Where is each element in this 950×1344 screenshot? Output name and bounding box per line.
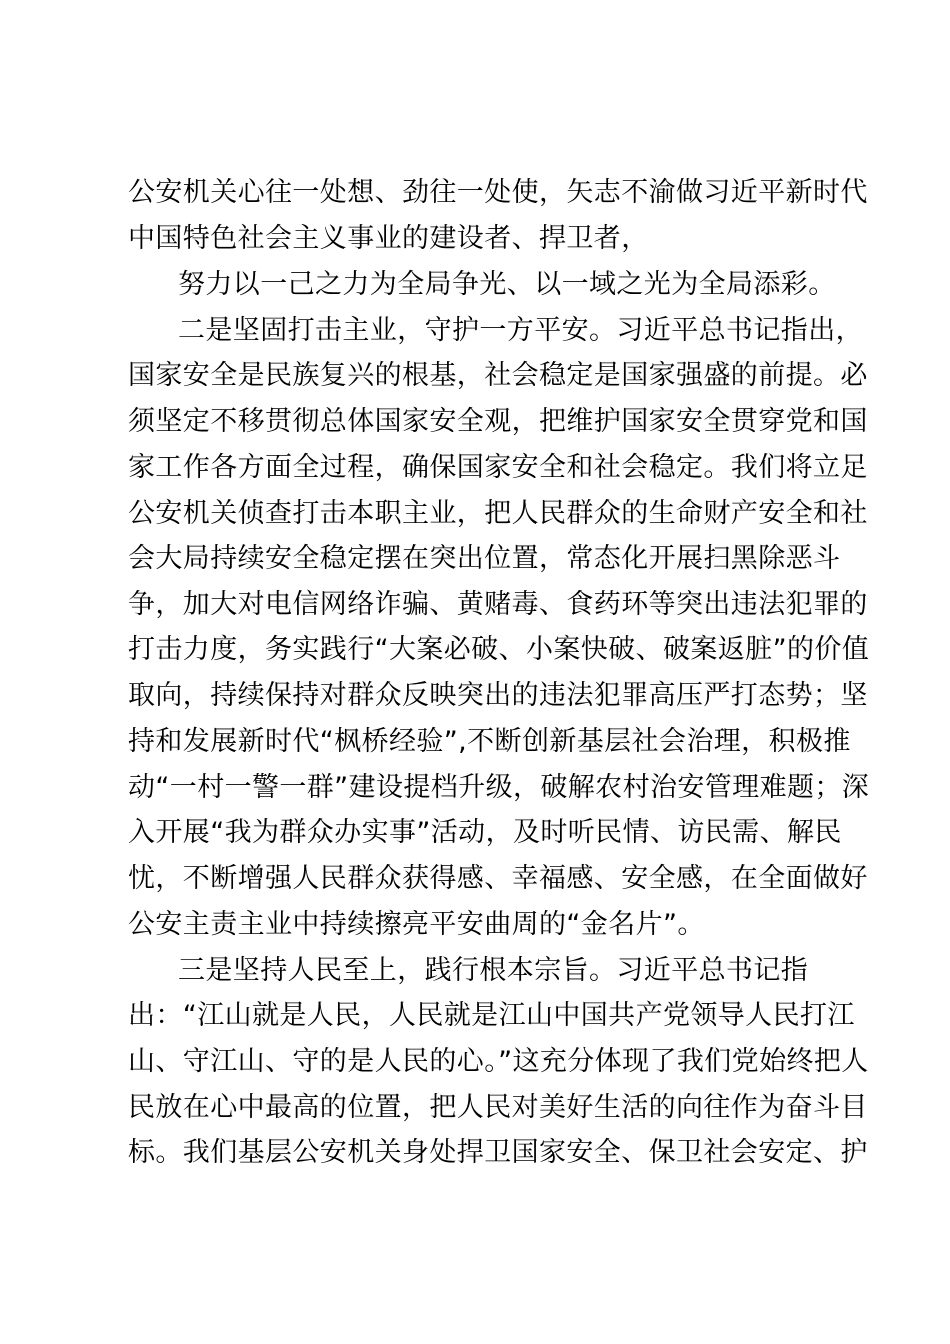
text-line: 动“一村一警一群”建设提档升级，破解农村治安管理难题；深 [128,772,870,803]
text-line: 忧，不断增强人民群众获得感、幸福感、安全感，在全面做好 [128,863,868,894]
text-line: 公安主责主业中持续擦亮平安曲周的“金名片”。 [128,909,705,940]
text-line: 标。我们基层公安机关身处捍卫国家安全、保卫社会安定、护 [128,1137,868,1168]
text-line: 入开展“我为群众办实事”活动，及时听民情、访民需、解民 [128,817,842,848]
text-line: 公安机关侦查打击本职主业，把人民群众的生命财产安全和社 [128,498,868,529]
text-line: 会大局持续安全稳定摆在突出位置，常态化开展扫黑除恶斗 [128,543,841,574]
text-line: 争，加大对电信网络诈骗、黄赌毒、食药环等突出违法犯罪的 [128,589,868,620]
text-line: 须坚定不移贯彻总体国家安全观，把维护国家安全贯穿党和国 [128,406,868,437]
paragraph-first-line: 二是坚固打击主业，守护一方平安。习近平总书记指出， [178,315,863,346]
text-line: 民放在心中最高的位置，把人民对美好生活的向往作为奋斗目 [128,1092,868,1123]
text-line: 中国特色社会主义事业的建设者、捍卫者， [128,223,649,254]
paragraph-first-line: 三是坚持人民至上，践行根本宗旨。习近平总书记指 [178,955,809,986]
text-line: 出：“江山就是人民，人民就是江山中国共产党领导人民打江 [128,1000,855,1031]
text-line: 家工作各方面全过程，确保国家安全和社会稳定。我们将立足 [128,452,868,483]
text-line: 山、守江山、守的是人民的心。”这充分体现了我们党始终把人 [128,1046,869,1077]
text-line: 取向，持续保持对群众反映突出的违法犯罪高压严打态势；坚 [128,680,868,711]
text-line: 公安机关心往一处想、劲往一处使，矢志不渝做习近平新时代 [128,177,868,208]
text-line: 国家安全是民族复兴的根基，社会稳定是国家强盛的前提。必 [128,360,868,391]
paragraph-first-line: 努力以一己之力为全局争光、以一域之光为全局添彩。 [178,269,836,300]
text-line: 持和发展新时代“枫桥经验”,不断创新基层社会治理，积极推 [128,726,851,757]
text-line: 打击力度，务实践行“大案必破、小案快破、破案返脏”的价值 [128,634,870,665]
